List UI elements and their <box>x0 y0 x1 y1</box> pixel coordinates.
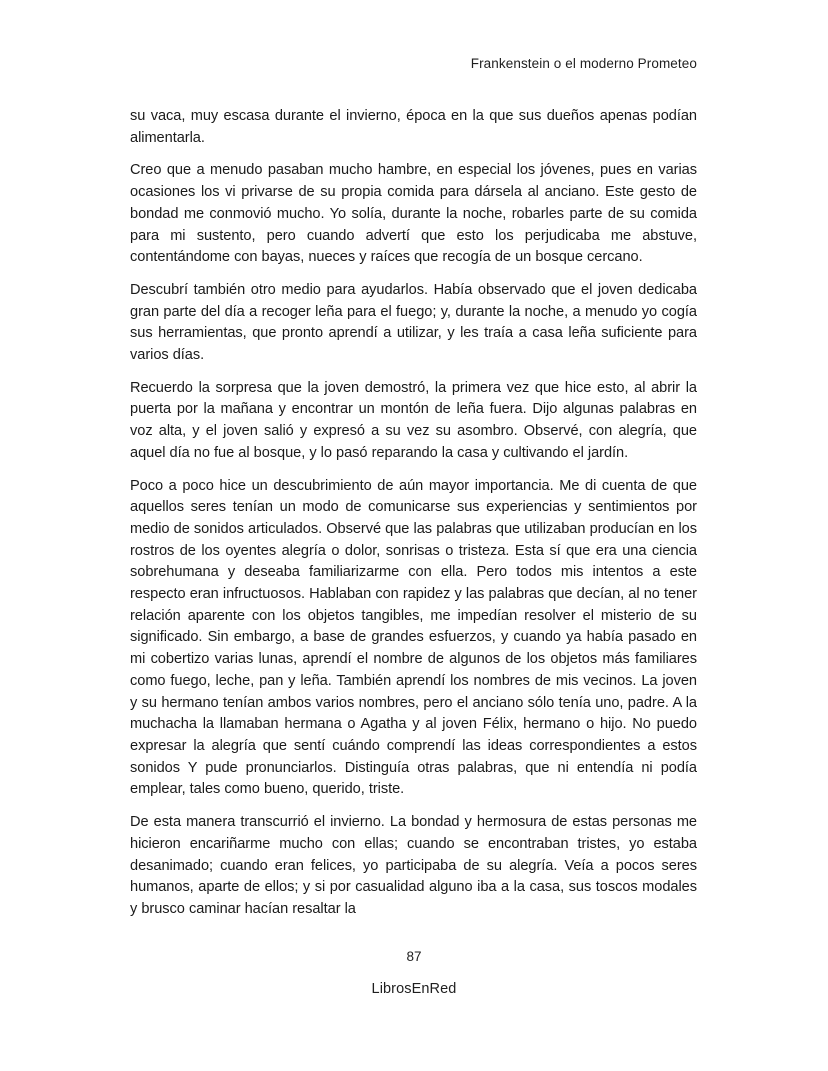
body-text-column <box>130 106 697 921</box>
paragraph: Descubrí también otro medio para ayudarlos. Había observado que el joven dedicaba gran parte del día a recoger leña para el fuego; y, durante la noche, a menudo yo cogía sus herramientas, que pronto aprendí a utilizar, y les traía a casa leña suficiente para varios días. <box>130 281 697 364</box>
paragraph: su vaca, muy escasa durante el invierno, época en la que sus dueños apenas podían alimentarla. <box>130 108 697 146</box>
running-head: Frankenstein o el moderno Prometeo <box>470 56 697 71</box>
page-number: 87 <box>406 949 422 964</box>
paragraph: De esta manera transcurrió el invierno. La bondad y hermosura de estas personas me hicieron encariñarme mucho con ellas; cuando se encontraban tristes, yo estaba desanimado; cuando eran felices, yo participaba de su alegría. Veía a pocos seres humanos, aparte de ellos; y si por casualidad alguno iba a la casa, sus toscos modales y brusco caminar hacían resaltar la <box>130 814 697 917</box>
paragraph: Poco a poco hice un descubrimiento de aún mayor importancia. Me di cuenta de que aquellos seres tenían un modo de comunicarse sus experiencias y sentimientos por medio de sonidos articulados. Observé que las palabras que utilizaban producían en los rostros de los oyentes alegría o dolor, sonrisas o tristeza. Esta sí que era una ciencia sobrehumana y deseaba familiarizarme con ella. Pero todos mis intentos a este respecto eran infructuosos. Hablaban con rapidez y las palabras que decían, al no tener relación aparente con los objetos tangibles, me impedían resolver el misterio de su significado. Sin embargo, a base de grandes esfuerzos, y cuando ya había pasado en mi cobertizo varias lunas, aprendí el nombre de algunos de los objetos más familiares como fuego, leche, pan y leña. También aprendí los nombres de mis vecinos. La joven y su hermano tenían ambos varios nombres, pero el anciano sólo tenía uno, padre. A la muchacha la llamaban hermana o Agatha y al joven Félix, hermano o hijo. No puedo expresar la alegría que sentí cuándo comprendí las ideas correspondientes a estos sonidos Y pude pronunciarlos. Distinguía otras palabras, que ni entendía ni podía emplear, tales como bueno, querido, triste. <box>130 477 697 798</box>
publisher-imprint: LibrosEnRed <box>371 981 457 997</box>
paragraph: Recuerdo la sorpresa que la joven demostró, la primera vez que hice esto, al abrir la puerta por la mañana y encontrar un montón de leña fuera. Dijo algunas palabras en voz alta, y el joven salió y expresó a su vez su asombro. Observé, con alegría, que aquel día no fue al bosque, y lo pasó reparando la casa y cultivando el jardín. <box>130 379 697 461</box>
page-footer <box>0 948 828 999</box>
paragraph: Creo que a menudo pasaban mucho hambre, en especial los jóvenes, pues en varias ocasiones los vi privarse de su propia comida para dársela al anciano. Este gesto de bondad me conmovió mucho. Yo solía, durante la noche, robarles parte de su comida para mi sustento, pero cuando advertí que esto los perjudicaba me abstuve, contentándome con bayas, nueces y raíces que recogía de un bosque cercano. <box>130 162 697 266</box>
